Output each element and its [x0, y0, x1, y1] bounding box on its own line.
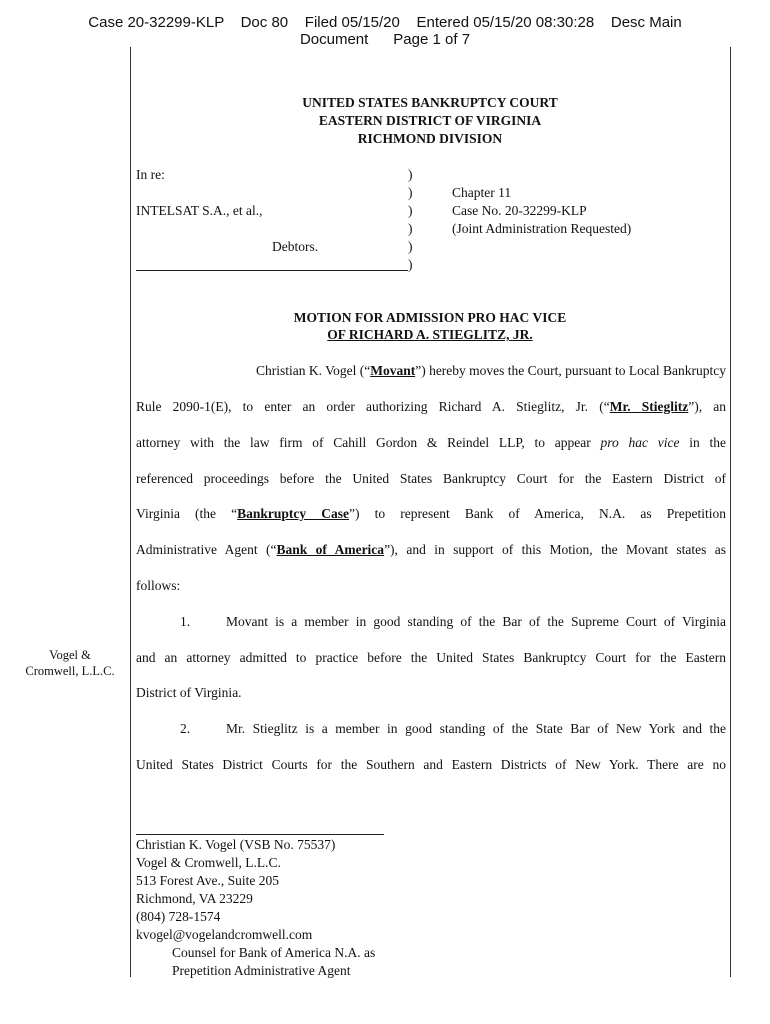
- caption-paren: ): [408, 257, 413, 272]
- body-line: Movant is a member in good standing of the Bar of the Supreme Court of Virginia: [226, 614, 726, 629]
- body-text: ”) to represent Bank of America, N.A. as Prepetition: [349, 506, 727, 521]
- signature-name: Christian K. Vogel (VSB No. 75537): [136, 837, 336, 852]
- caption-chapter: Chapter 11: [452, 185, 512, 200]
- left-margin-rule: [130, 47, 131, 977]
- body-text: Virginia (the “: [136, 506, 238, 521]
- caption-joint-administration: (Joint Administration Requested): [452, 221, 632, 236]
- body-line: [136, 434, 726, 452]
- caption-paren: ): [408, 239, 413, 254]
- margin-firm-line: Cromwell, L.L.C.: [25, 664, 115, 678]
- signature-email: kvogel@vogelandcromwell.com: [136, 927, 313, 942]
- signature-rule: [136, 834, 384, 835]
- caption-debtors: Debtors.: [272, 239, 319, 254]
- signature-city: Richmond, VA 23229: [136, 891, 253, 906]
- body-line: and an attorney admitted to practice before the United States Bankruptcy Court for the Eastern: [136, 650, 726, 665]
- italic-pro-hac-vice: pro hac vice: [600, 435, 680, 450]
- body-line: [180, 362, 726, 380]
- body-text: ”), and in support of this Motion, the Movant states as: [384, 542, 726, 557]
- caption-case-number: Case No. 20-32299-KLP: [452, 203, 587, 218]
- court-district: EASTERN DISTRICT OF VIRGINIA: [318, 113, 542, 128]
- defined-term-bank-of-america: Bank of America: [276, 542, 385, 557]
- motion-title-line-1: MOTION FOR ADMISSION PRO HAC VICE: [293, 310, 567, 325]
- paragraph-number: 2.: [180, 721, 191, 736]
- signature-role: Counsel for Bank of America N.A. as: [172, 945, 376, 960]
- defined-term-bankruptcy-case: Bankruptcy Case: [237, 506, 350, 521]
- ecf-header-line-1: Case 20-32299-KLP Doc 80 Filed 05/15/20 Entered 05/15/20 08:30:28 Desc Main: [88, 14, 682, 31]
- body-text: attorney with the law firm of Cahill Gordon & Reindel LLP, to appear: [136, 435, 601, 450]
- margin-firm-note: [14, 647, 126, 679]
- caption-paren: ): [408, 167, 413, 182]
- court-name: UNITED STATES BANKRUPTCY COURT: [302, 95, 558, 110]
- defined-term-movant: Movant: [370, 363, 416, 378]
- signature-firm: Vogel & Cromwell, L.L.C.: [136, 855, 281, 870]
- margin-firm-line: Vogel &: [49, 648, 91, 662]
- caption-party: INTELSAT S.A., et al.,: [136, 203, 263, 218]
- body-line: follows:: [136, 578, 181, 593]
- ecf-header-line-2: Document Page 1 of 7: [299, 31, 471, 48]
- body-text: Administrative Agent (“: [136, 542, 277, 557]
- caption-paren: ): [408, 203, 413, 218]
- motion-title-line-2: OF RICHARD A. STIEGLITZ, JR.: [327, 327, 533, 342]
- caption-underline: [136, 270, 408, 271]
- body-line: United States District Courts for the Southern and Eastern Districts of New York. There are no: [136, 757, 726, 772]
- right-margin-rule: [730, 47, 731, 977]
- caption-paren: ): [408, 185, 413, 200]
- signature-phone: (804) 728-1574: [136, 909, 221, 924]
- body-line: [136, 541, 726, 559]
- defined-term-mr-stieglitz: Mr. Stieglitz: [609, 399, 689, 414]
- paragraph-number: 1.: [180, 614, 191, 629]
- caption-in-re: In re:: [136, 167, 165, 182]
- body-line: District of Virginia.: [136, 685, 242, 700]
- signature-role: Prepetition Administrative Agent: [172, 963, 351, 978]
- court-division: RICHMOND DIVISION: [357, 131, 503, 146]
- body-text: in the: [679, 435, 726, 450]
- signature-address: 513 Forest Ave., Suite 205: [136, 873, 279, 888]
- body-line: [136, 398, 726, 416]
- body-line: Mr. Stieglitz is a member in good standing of the State Bar of New York and the: [226, 721, 726, 736]
- body-line: referenced proceedings before the United States Bankruptcy Court for the Eastern District of: [136, 471, 726, 486]
- body-text: Rule 2090-1(E), to enter an order authorizing Richard A. Stieglitz, Jr. (“: [136, 399, 610, 414]
- caption-paren: ): [408, 221, 413, 236]
- body-line: [136, 505, 726, 523]
- body-text: Christian K. Vogel (“: [255, 363, 371, 378]
- body-text: ”) hereby moves the Court, pursuant to Local Bankruptcy: [415, 363, 726, 378]
- body-text: ”), an: [688, 399, 727, 414]
